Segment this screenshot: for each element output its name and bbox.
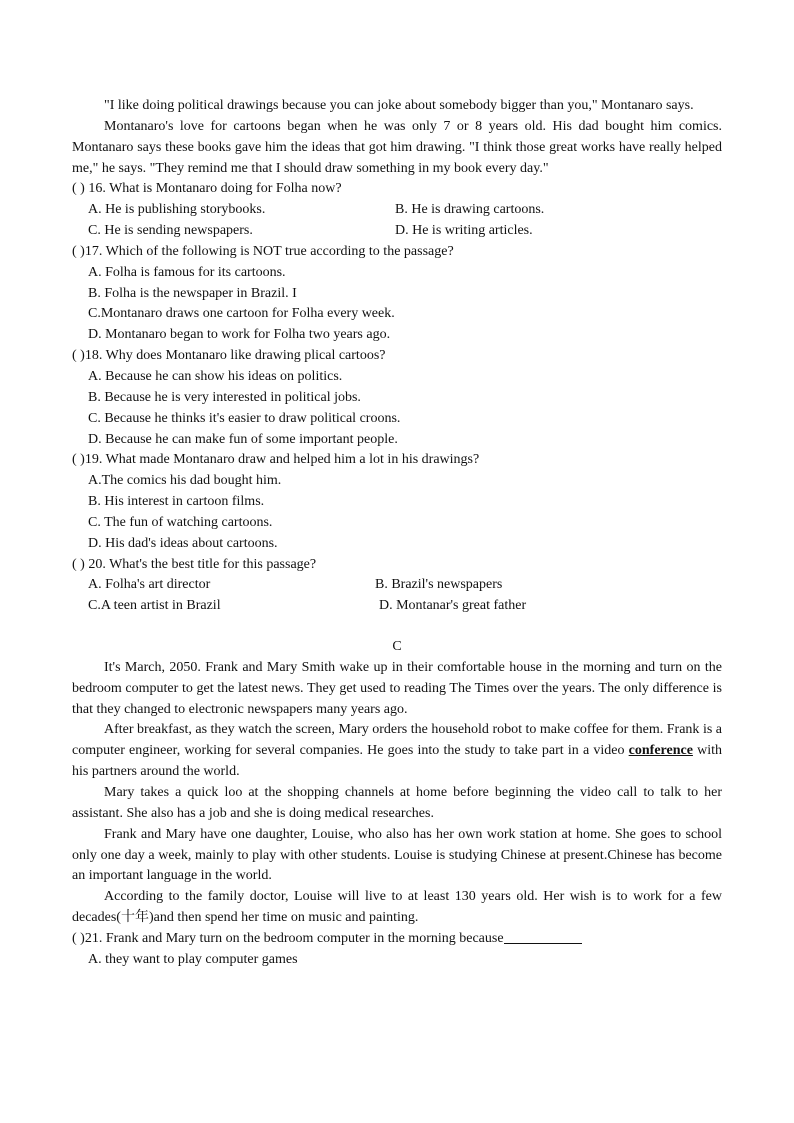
option-b: B. Because he is very interested in political jobs. [88, 389, 361, 405]
option-d: D. He is writing articles. [395, 223, 533, 239]
passage-b-paragraph-2: Montanaro's love for cartoons began when he was only 7 or 8 years old. His dad bought him comics. Montanaro says these books gave him the ideas that got him drawing. "I think those great works have really helped me," he says. "They remind me that I should draw something in my book every day." [72, 118, 722, 176]
question-stem: ( ) 20. What's the best title for this passage? [72, 556, 317, 572]
question-17 [72, 242, 722, 346]
question-19 [72, 450, 722, 554]
passage-c-paragraph-4: Frank and Mary have one daughter, Louise, who also has her own work station at home. She goes to school only one day a week, mainly to play with other students. Louise is studying Chinese at present.Chinese has become an important language in the world. [72, 826, 722, 884]
question-20 [72, 555, 722, 618]
question-18 [72, 346, 722, 450]
paragraph-text: with his partners around the world. [72, 743, 723, 780]
option-a: A. He is publishing storybooks. [88, 202, 266, 218]
options-row [72, 575, 722, 596]
passage-c-paragraph-2 [72, 720, 722, 783]
question-21 [72, 929, 722, 971]
keyword-conference: conference [628, 743, 693, 759]
question-stem: ( )17. Which of the following is NOT true according to the passage? [72, 243, 454, 259]
answer-blank[interactable] [504, 929, 582, 944]
option-b: B. His interest in cartoon films. [88, 494, 265, 510]
question-stem: ( )18. Why does Montanaro like drawing plical cartoos? [72, 348, 386, 364]
option-a: A.The comics his dad bought him. [88, 473, 282, 489]
options-row [72, 221, 722, 242]
passage-b-paragraph-1: "I like doing political drawings because you can joke about somebody bigger than you," Montanaro says. [104, 98, 694, 113]
option-a: A. Folha's art director [88, 577, 211, 593]
option-d: D. Montanaro began to work for Folha two years ago. [88, 327, 391, 343]
section-heading-c: C [392, 639, 402, 655]
question-stem [72, 929, 722, 950]
option-c: C.Montanaro draws one cartoon for Folha every week. [88, 306, 395, 322]
option-c: C. He is sending newspapers. [88, 223, 253, 239]
options-row [72, 200, 722, 221]
option-b: B. Brazil's newspapers [375, 577, 503, 593]
option-c: C. The fun of watching cartoons. [88, 514, 273, 530]
option-c: C. Because he thinks it's easier to draw political croons. [88, 410, 401, 426]
question-stem: ( )19. What made Montanaro draw and helped him a lot in his drawings? [72, 452, 480, 468]
question-stem: ( ) 16. What is Montanaro doing for Folha now? [72, 181, 342, 197]
option-d: D. Because he can make fun of some important people. [88, 431, 398, 447]
question-stem-text: ( )21. Frank and Mary turn on the bedroom computer in the morning because [72, 930, 504, 946]
option-a: A. Folha is famous for its cartoons. [88, 264, 286, 280]
exam-page [72, 96, 722, 971]
option-b: B. Folha is the newspaper in Brazil. I [88, 285, 297, 301]
option-d: D. His dad's ideas about cartoons. [88, 535, 278, 551]
option-c: C.A teen artist in Brazil [88, 598, 221, 614]
option-a: A. Because he can show his ideas on politics. [88, 368, 343, 384]
paragraph-text: After breakfast, as they watch the screen, Mary orders the household robot to make coffee for them. Frank is a computer engineer, working for several companies. He goes into the study to take part in a video [72, 722, 722, 759]
option-a: A. they want to play computer games [88, 951, 298, 967]
passage-c-paragraph-3: Mary takes a quick loo at the shopping channels at home before beginning the video call to talk to her assistant. She also has a job and she is doing medical researches. [72, 785, 722, 821]
passage-c-paragraph-5: According to the family doctor, Louise will live to at least 130 years old. Her wish is to work for a few decades(十年)and then spend her time on music and painting. [72, 889, 722, 926]
passage-c-paragraph-1: It's March, 2050. Frank and Mary Smith wake up in their comfortable house in the morning and turn on the bedroom computer to get the latest news. They get used to reading The Times over the years. The only difference is that they changed to electronic newspapers many years ago. [72, 659, 722, 717]
option-d: D. Montanar's great father [379, 598, 527, 614]
options-row [72, 596, 722, 617]
option-b: B. He is drawing cartoons. [395, 202, 545, 218]
question-16 [72, 179, 722, 242]
